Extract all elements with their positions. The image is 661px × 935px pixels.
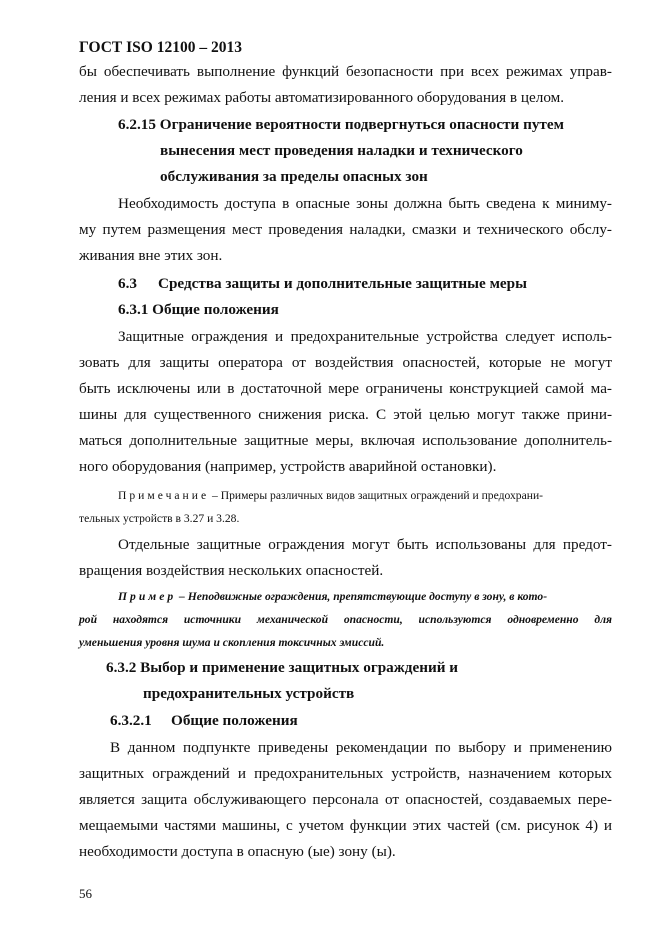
- section-heading-line: предохранительных устройств: [143, 685, 355, 702]
- section-heading-6-3-2: 6.3.2 Выбор и применение защитных ограждений и: [106, 659, 458, 676]
- paragraph-line: В данном подпункте приведены рекомендации по выбору и применению: [110, 739, 612, 756]
- section-number-6-3-2-1: 6.3.2.1: [110, 712, 152, 729]
- note-label: Примечание: [118, 489, 210, 502]
- paragraph-line: быть исключены или в достаточной мере ограничены конструкцией самой ма-: [79, 380, 612, 397]
- note-text: – Примеры различных видов защитных ограждений и предохрани-: [209, 489, 544, 502]
- paragraph-line: му путем размещения мест проведения наладки, смазки и технического обслу-: [79, 221, 612, 238]
- example-line: уменьшения уровня шума и скопления токсичных эмиссий.: [79, 636, 385, 649]
- section-heading-6-3: Средства защиты и дополнительные защитные меры: [158, 275, 527, 292]
- page-number: 56: [79, 886, 92, 901]
- paragraph-line: ления и всех режимах работы автоматизированного оборудования в целом.: [79, 89, 565, 106]
- paragraph-line: Защитные ограждения и предохранительные устройства следует исполь-: [118, 328, 612, 345]
- note-line: тельных устройств в 3.27 и 3.28.: [79, 512, 240, 525]
- section-heading-6-2-15: 6.2.15 Ограничение вероятности подвергнуться опасности путем: [118, 116, 564, 133]
- document-header: ГОСТ ISO 12100 – 2013: [79, 39, 242, 56]
- paragraph-line: Необходимость доступа в опасные зоны должна быть сведена к миниму-: [118, 195, 612, 212]
- section-heading-6-3-2-1: Общие положения: [171, 712, 298, 729]
- paragraph-line: живания вне этих зон.: [79, 247, 223, 264]
- paragraph-line: Отдельные защитные ограждения могут быть использованы для предот-: [118, 536, 612, 553]
- example-text: – Неподвижные ограждения, препятствующие доступу в зону, в кото-: [176, 590, 548, 603]
- paragraph-line: ного оборудования (например, устройств аварийной остановки).: [79, 458, 497, 475]
- example-line: рой находятся источники механической опасности, используются одновременно для: [79, 613, 612, 626]
- paragraph-line: шины для существенного снижения риска. С этой целью могут также прини-: [79, 406, 612, 423]
- note-line: [118, 488, 543, 503]
- paragraph-line: маться дополнительные защитные меры, включая использование дополнитель-: [79, 432, 612, 449]
- paragraph-line: защитных ограждений и предохранительных устройств, назначением которых: [79, 765, 612, 782]
- example-label: Пример: [118, 590, 177, 603]
- section-heading-6-3-1: 6.3.1 Общие положения: [118, 301, 279, 318]
- section-number-6-3: 6.3: [118, 275, 137, 292]
- paragraph-line: необходимости доступа в опасную (ые) зону (ы).: [79, 843, 396, 860]
- paragraph-line: бы обеспечивать выполнение функций безопасности при всех режимах управ-: [79, 63, 612, 80]
- section-heading-line: вынесения мест проведения наладки и технического: [160, 142, 523, 159]
- paragraph-line: вращения воздействия нескольких опасностей.: [79, 562, 384, 579]
- paragraph-line: мещаемыми частями машины, с учетом функции этих частей (см. рисунок 4) и: [79, 817, 612, 834]
- paragraph-line: является защита обслуживающего персонала от опасностей, создаваемых пере-: [79, 791, 612, 808]
- example-line: [118, 589, 547, 604]
- paragraph-line: зовать для защиты оператора от воздействия опасностей, которые не могут: [79, 354, 612, 371]
- section-heading-line: обслуживания за пределы опасных зон: [160, 168, 428, 185]
